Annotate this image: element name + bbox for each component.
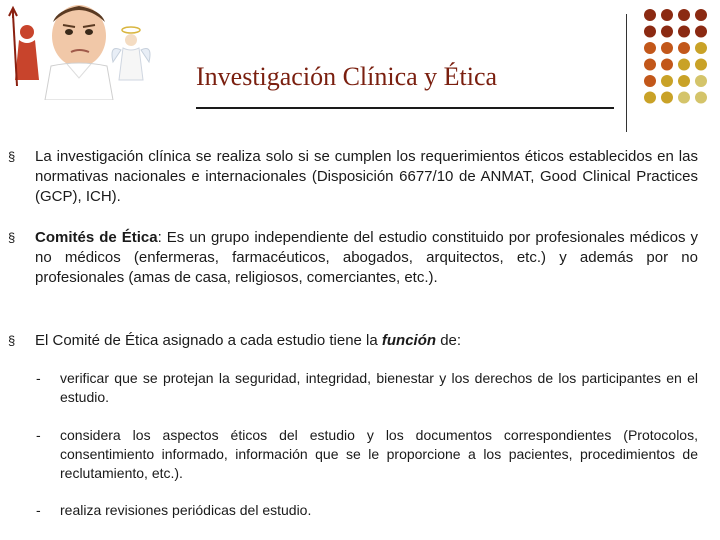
comites-term: Comités de Ética bbox=[35, 229, 158, 246]
decorative-dot bbox=[661, 59, 673, 71]
illustration-image bbox=[5, 0, 155, 100]
decorative-dot bbox=[695, 9, 707, 21]
sub-item-dash: - bbox=[36, 370, 41, 386]
decorative-dot bbox=[678, 75, 690, 87]
decorative-dot bbox=[644, 26, 656, 38]
decorative-dot-grid bbox=[642, 8, 712, 108]
decorative-dot bbox=[661, 92, 673, 104]
slide-title: Investigación Clínica y Ética bbox=[196, 62, 498, 91]
devil-figure bbox=[9, 8, 39, 86]
bullet-paragraph-3 bbox=[35, 331, 698, 351]
decorative-dot bbox=[661, 9, 673, 21]
bullet-3-text-before: El Comité de Ética asignado a cada estudio tiene la bbox=[35, 332, 382, 349]
decorative-dot bbox=[678, 59, 690, 71]
sub-item-3: realiza revisiones periódicas del estudio. bbox=[60, 502, 312, 518]
decorative-dot bbox=[695, 92, 707, 104]
decorative-dot bbox=[695, 26, 707, 38]
title-underline bbox=[196, 107, 614, 109]
decorative-dot bbox=[661, 26, 673, 38]
decorative-dot bbox=[678, 26, 690, 38]
man-figure bbox=[45, 5, 113, 100]
decorative-dot bbox=[661, 42, 673, 54]
bullet-paragraph-1 bbox=[35, 147, 698, 207]
bullet-marker-icon: § bbox=[8, 333, 16, 348]
decorative-dot bbox=[695, 42, 707, 54]
bullet-3-text-after: de: bbox=[436, 332, 462, 349]
decorative-dot bbox=[678, 92, 690, 104]
decorative-dot bbox=[644, 9, 656, 21]
bullet-marker-icon: § bbox=[8, 230, 16, 245]
sub-item-dash: - bbox=[36, 427, 41, 443]
bullet-2-text: : Es un grupo independiente del estudio constituido por profesionales médicos y no médicos (enfermeras, farmacéuticos, abogados, arquitectos, etc.) y además por no profesionales (amas de casa, religiosos, comerciantes, etc.). bbox=[35, 229, 698, 286]
vertical-divider bbox=[626, 14, 627, 132]
sub-item-1: verificar que se protejan la seguridad, integridad, bienestar y los derechos de los participantes en el estudio. bbox=[60, 370, 698, 405]
funcion-emphasis: función bbox=[381, 332, 437, 349]
decorative-dot bbox=[644, 59, 656, 71]
decorative-dot bbox=[695, 75, 707, 87]
decorative-dot bbox=[661, 75, 673, 87]
decorative-dot bbox=[644, 42, 656, 54]
bullet-1-text: La investigación clínica se realiza solo si se cumplen los requerimientos éticos establecidos en las normativas nacionales e internacionales (Disposición 6677/10 de ANMAT, Good Clinical Practices (GCP), ICH). bbox=[35, 148, 698, 205]
sub-item-dash: - bbox=[36, 502, 41, 518]
decorative-dot bbox=[644, 75, 656, 87]
decorative-dot bbox=[644, 92, 656, 104]
decorative-dot bbox=[695, 59, 707, 71]
bullet-marker-icon: § bbox=[8, 149, 16, 164]
decorative-dot bbox=[678, 42, 690, 54]
angel-figure bbox=[112, 27, 150, 80]
decorative-dot bbox=[678, 9, 690, 21]
sub-item-2: considera los aspectos éticos del estudio y los documentos correspondientes (Protocolos, consentimiento informado, información que se le proporcione a los pacientes, procedimientos de reclutamiento, etc.). bbox=[60, 427, 698, 481]
bullet-paragraph-2 bbox=[35, 228, 698, 288]
